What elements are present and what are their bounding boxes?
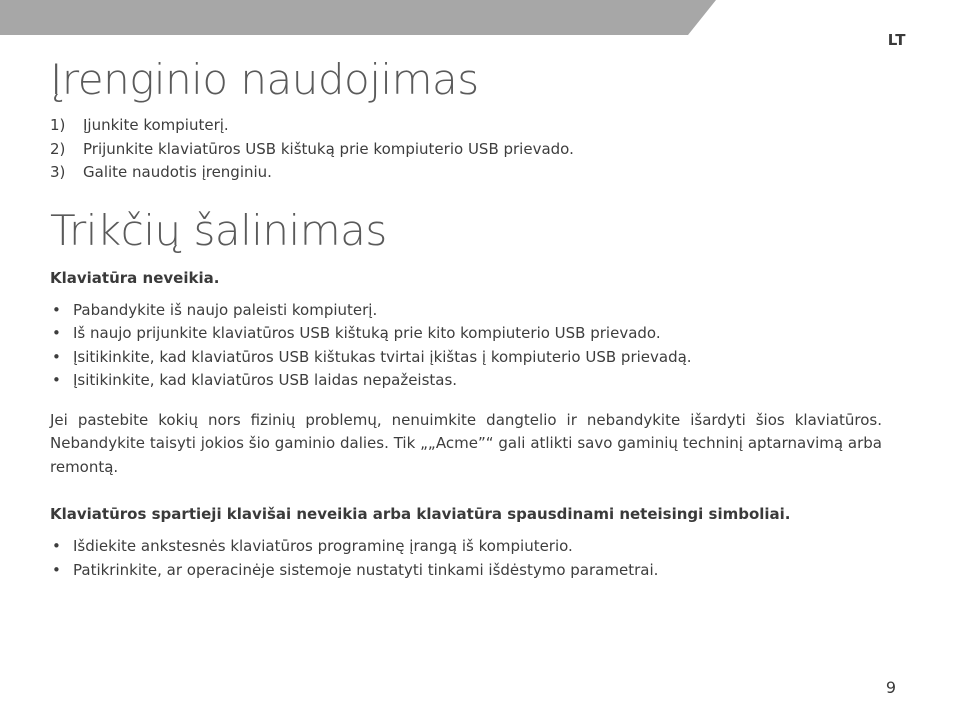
page-number: 9 [885, 678, 896, 697]
step-text: Prijunkite klaviatūros USB kištuką prie kompiuterio USB prievado. [83, 139, 574, 158]
shortcut-keys-list [50, 535, 882, 582]
physical-damage-paragraph: Jei pastebite kokių nors fizinių problemų, nenuimkite dangtelio ir nebandykite išardyti šios klaviatūros. Nebandykite taisyti jokios šio gaminio dalies. Tik „„Acme”“ gali atlikti savo gaminių techninį aptarnavimą arba remontą. [50, 410, 882, 476]
usage-step [50, 114, 882, 138]
list-item [50, 369, 882, 393]
keyboard-not-working-heading: Klaviatūra neveikia. [50, 268, 220, 287]
list-item-text: Patikrinkite, ar operacinėje sistemoje nustatyti tinkami išdėstymo parametrai. [73, 560, 659, 579]
list-item [50, 346, 882, 370]
usage-steps-list [50, 114, 882, 185]
list-item-text: Išdiekite ankstesnės klaviatūros programinę įrangą iš kompiuterio. [73, 537, 573, 555]
list-item-text: Įsitikinkite, kad klaviatūros USB laidas nepažeistas. [73, 371, 458, 389]
header-band-shape [0, 0, 716, 35]
keyboard-not-working-list [50, 299, 882, 393]
usage-step [50, 138, 882, 162]
language-tag: LT [887, 31, 906, 49]
bullet-glyph: • [52, 300, 61, 319]
usage-step [50, 161, 882, 185]
step-number: 1) [50, 116, 66, 134]
bullet-glyph: • [52, 537, 61, 555]
bullet-glyph: • [52, 324, 61, 342]
bullet-glyph: • [52, 347, 61, 366]
list-item [50, 322, 882, 346]
bullet-glyph: • [52, 371, 61, 389]
list-item-text: Pabandykite iš naujo paleisti kompiuterį. [73, 300, 378, 319]
list-item [50, 299, 882, 323]
usage-title: Įrenginio naudojimas [50, 55, 479, 104]
list-item-text: Iš naujo prijunkite klaviatūros USB kištuką prie kito kompiuterio USB prievado. [73, 324, 661, 342]
bullet-glyph: • [52, 560, 61, 579]
step-number: 3) [50, 163, 66, 181]
header-band [0, 0, 954, 40]
step-text: Galite naudotis įrenginiu. [83, 163, 272, 181]
troubleshooting-title: Trikčių šalinimas [50, 205, 387, 255]
step-number: 2) [50, 139, 66, 158]
shortcut-keys-heading: Klaviatūros spartieji klavišai neveikia arba klaviatūra spausdinami neteisingi simboliai. [50, 505, 791, 523]
list-item [50, 559, 882, 583]
step-text: Įjunkite kompiuterį. [83, 116, 229, 134]
page-content [50, 52, 882, 582]
list-item [50, 535, 882, 559]
list-item-text: Įsitikinkite, kad klaviatūros USB kištukas tvirtai įkištas į kompiuterio USB prievadą. [73, 347, 692, 366]
